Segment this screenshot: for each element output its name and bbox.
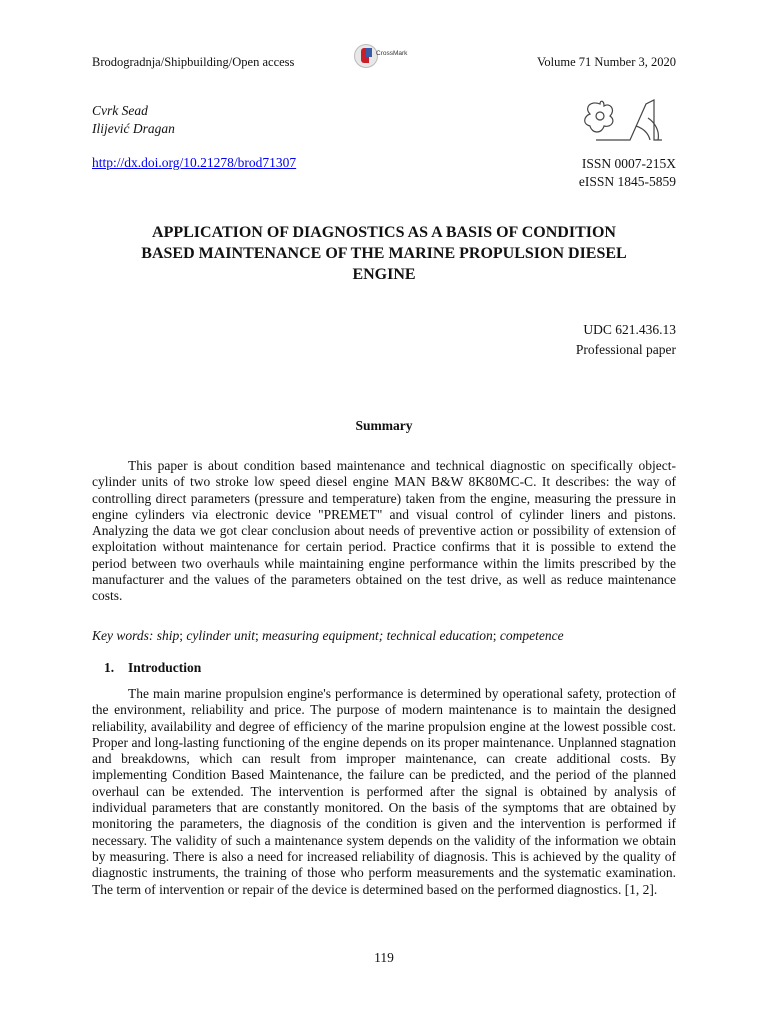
crossmark-label: CrossMark [376, 50, 408, 57]
section-number: 1. [104, 660, 115, 675]
author-list [92, 102, 175, 138]
keywords-label: Key words: [92, 628, 154, 643]
page-number: 119 [374, 950, 394, 965]
paper-title [92, 222, 676, 285]
volume-info: Volume 71 Number 3, 2020 [537, 55, 676, 69]
keywords-line: Key words: ship; cylinder unit; measuring equipment; technical education; competence [92, 628, 564, 643]
journal-logo-icon [578, 96, 678, 146]
keyword: competence [499, 628, 564, 643]
introduction-paragraph: The main marine propulsion engine's performance is determined by operational safety, protection of the environment, reliability and price. The purpose of modern maintenance is to maintain the designed reliability, availability and degree of efficiency of the marine propulsion engine at the lowest possible cost. Proper and long-lasting functioning of the engine depends on its proper maintenance. Unplanned stagnation and breakdowns, which can result from improper maintenance, can create additional costs. By implementing Condition Based Maintenance, the failure can be predicted, and the period of the planned overhaul can be extended. The intervention is performed after the signal is obtained by analysis of individual parameters that are constantly monitored. On the basis of the symptoms that are obtained by monitoring the parameters, the diagnosis of the condition is given and the intervention is performed if necessary. The validity of such a maintenance system depends on the validity of the information we obtain by measuring. There is also a need for increased reliability of diagnosis. This is achieved by the quality of diagnostic instruments, the training of those who perform measurements and the systematic examination. The term of intervention or repair of the device is determined based on the performed diagnostics. [1, 2]. [92, 686, 676, 897]
udc-code: UDC 621.436.13 [583, 322, 676, 337]
paper-type: Professional paper [575, 342, 676, 357]
journal-name: Brodogradnja/Shipbuilding/Open access [92, 55, 295, 69]
udc-block [576, 320, 676, 360]
keyword: ship [156, 628, 180, 643]
summary-text [92, 458, 676, 605]
keyword: cylinder unit [186, 628, 256, 643]
issn-block [579, 155, 676, 191]
section-heading [104, 660, 201, 676]
author-name: Ilijević Dragan [92, 121, 175, 136]
section-title: Introduction [128, 660, 202, 675]
crossmark-badge[interactable] [352, 42, 422, 72]
doi-link[interactable]: http://dx.doi.org/10.21278/brod71307 [92, 155, 297, 170]
summary-paragraph: This paper is about condition based maintenance and technical diagnostic on specifically object-cylinder units of two stroke low speed diesel engine MAN B&W 8K80MC-C. It describes: the way of controlling direct parameters (pressure and temperature) taken from the engine, measuring the pressure in engine cylinders via electronic device "PREMET" and visual control of cylinder liners and pistons. Analyzing the data we got clear conclusion about needs of preventive action or possibility of extension of exploitation without maintenance for certain period. Practice confirms that it is possible to extend the period between two overhauls while maintaining engine performance within the limits prescribed by the manufacturer and the values of the parameters obtained on the test drive, as well as reduce maintenance costs. [92, 458, 676, 604]
title-line: BASED MAINTENANCE OF THE MARINE PROPULSION DIESEL [141, 245, 627, 262]
title-line: APPLICATION OF DIAGNOSTICS AS A BASIS OF CONDITION [152, 224, 616, 241]
title-line: ENGINE [352, 266, 416, 283]
introduction-text [92, 686, 676, 898]
keyword: measuring equipment; technical education [262, 628, 493, 643]
eissn: eISSN 1845-5859 [578, 174, 676, 189]
author-name: Cvrk Sead [92, 103, 148, 118]
crossmark-icon [354, 44, 378, 68]
summary-heading: Summary [355, 418, 413, 433]
issn: ISSN 0007-215X [581, 156, 676, 171]
